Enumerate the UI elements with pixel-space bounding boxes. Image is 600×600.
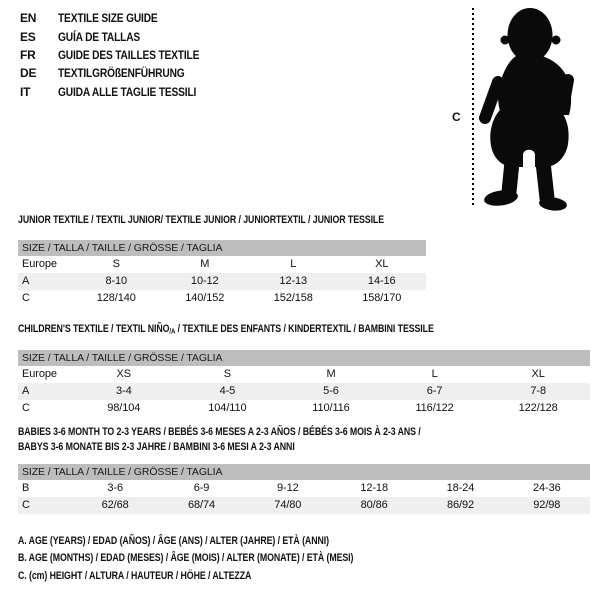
children-table — [18, 350, 590, 417]
row-label: C — [22, 499, 30, 511]
babies-table-title — [18, 425, 521, 455]
table-cell: 92/98 — [533, 499, 561, 511]
children-table-title — [18, 322, 434, 339]
table-cell: S — [223, 368, 232, 380]
legend-line-b: B. AGE (MONTHS) / EDAD (MESES) / ÂGE (MOIS) / ALTER (MONATE) / ETÀ (MESI) — [18, 552, 354, 565]
table-cell: 104/110 — [208, 402, 247, 414]
row-label: Europe — [22, 368, 57, 380]
language-code: EN — [20, 11, 37, 26]
table-cell: 14-16 — [367, 275, 396, 287]
table-cell: 3-6 — [107, 482, 123, 494]
height-dotted-line — [472, 8, 474, 206]
table-cell: 12-18 — [360, 482, 388, 494]
language-label: GUÍA DE TALLAS — [58, 29, 141, 44]
row-label: C — [22, 292, 30, 304]
language-code: FR — [20, 47, 36, 62]
table-row — [18, 290, 426, 307]
table-cell: 24-36 — [532, 482, 561, 494]
table-cell: 7-8 — [530, 385, 546, 397]
junior-table — [18, 240, 426, 307]
table-cell: 4-5 — [219, 385, 236, 397]
table-cell: 152/158 — [273, 292, 313, 304]
table-cell: 18-24 — [446, 482, 475, 494]
table-cell: XS — [116, 368, 132, 380]
children-table-title-post: / TEXTILE DES ENFANTS / KINDERTEXTIL / BAMBINI TESSILE — [175, 323, 434, 335]
language-row — [20, 64, 224, 82]
table-row — [18, 256, 426, 273]
table-row — [18, 383, 590, 400]
language-label: TEXTILGRÖßENFÜHRUNG — [58, 66, 185, 81]
table-cell: M — [200, 258, 210, 270]
babies-table-title-line2: BABYS 3-6 MONATE BIS 2-3 JAHRE / BAMBINI 3-6 MESI A 2-3 ANNI — [18, 441, 295, 453]
table-cell: XL — [375, 258, 389, 270]
language-code: DE — [20, 66, 37, 81]
table-row — [18, 366, 590, 383]
size-header-bar: SIZE / TALLA / TAILLE / GRÖSSE / TAGLIA — [18, 350, 590, 366]
baby-silhouette — [476, 2, 592, 214]
table-cell: 128/140 — [96, 292, 136, 304]
table-cell: 9-12 — [277, 482, 299, 494]
table-cell: L — [290, 258, 297, 270]
children-table-title-pre: CHILDREN'S TEXTILE / TEXTIL NIÑO — [18, 323, 170, 335]
language-label: GUIDE DES TAILLES TEXTILE — [58, 47, 200, 62]
language-row — [20, 27, 224, 45]
height-label: C — [452, 110, 461, 124]
table-cell: 62/68 — [101, 499, 129, 511]
table-cell: 86/92 — [446, 499, 474, 511]
row-label: Europe — [22, 258, 57, 270]
children-table-title-sub: /A — [169, 326, 176, 336]
language-code: IT — [20, 84, 31, 99]
size-header-bar: SIZE / TALLA / TAILLE / GRÖSSE / TAGLIA — [18, 240, 426, 256]
junior-table-title: JUNIOR TEXTILE / TEXTIL JUNIOR/ TEXTILE JUNIOR / JUNIORTEXTIL / JUNIOR TESSILE — [18, 214, 385, 226]
language-row — [20, 9, 224, 27]
table-row — [18, 273, 426, 290]
babies-table — [18, 464, 590, 514]
legend-line-c: C. (cm) HEIGHT / ALTURA / HAUTEUR / HÖHE / ALTEZZA — [18, 569, 252, 582]
table-cell: 10-12 — [190, 275, 219, 287]
table-cell: M — [326, 368, 336, 380]
table-row — [18, 497, 590, 514]
row-label: A — [22, 275, 30, 287]
table-cell: 98/104 — [107, 402, 141, 414]
row-label: B — [22, 482, 30, 494]
table-cell: 8-10 — [105, 275, 128, 287]
language-row — [20, 46, 224, 64]
table-cell: 68/74 — [187, 499, 215, 511]
table-cell: S — [112, 258, 120, 270]
table-cell: 110/116 — [312, 402, 350, 414]
language-code: ES — [20, 29, 36, 44]
row-label: C — [22, 402, 30, 414]
table-cell: 6-7 — [426, 385, 443, 397]
table-cell: 3-4 — [115, 385, 132, 397]
measurement-legend — [18, 533, 353, 585]
table-cell: 5-6 — [323, 385, 339, 397]
language-label: GUIDA ALLE TAGLIE TESSILI — [58, 84, 197, 99]
row-label: A — [22, 385, 30, 397]
table-cell: 116/122 — [415, 402, 454, 414]
language-label: TEXTILE SIZE GUIDE — [58, 11, 158, 26]
table-cell: 158/170 — [362, 292, 402, 304]
table-cell: 6-9 — [193, 482, 210, 494]
table-cell: 12-13 — [279, 275, 308, 287]
legend-line-a: A. AGE (YEARS) / EDAD (AÑOS) / ÂGE (ANS) / ALTER (JAHRE) / ETÀ (ANNI) — [18, 535, 329, 547]
table-row — [18, 400, 590, 417]
table-row — [18, 480, 590, 497]
language-list — [20, 9, 224, 101]
table-cell: 122/128 — [518, 402, 558, 414]
language-row — [20, 83, 224, 101]
table-cell: XL — [531, 368, 545, 380]
table-cell: 80/86 — [360, 499, 388, 511]
babies-table-title-line1: BABIES 3-6 MONTH TO 2-3 YEARS / BEBÉS 3-6 MESES A 2-3 AÑOS / BÉBÉS 3-6 MOIS À 2-3 ANS / — [18, 426, 421, 438]
table-cell: L — [431, 368, 438, 380]
size-header-bar: SIZE / TALLA / TAILLE / GRÖSSE / TAGLIA — [18, 464, 590, 480]
table-cell: 74/80 — [274, 499, 302, 511]
table-cell: 140/152 — [185, 292, 225, 304]
